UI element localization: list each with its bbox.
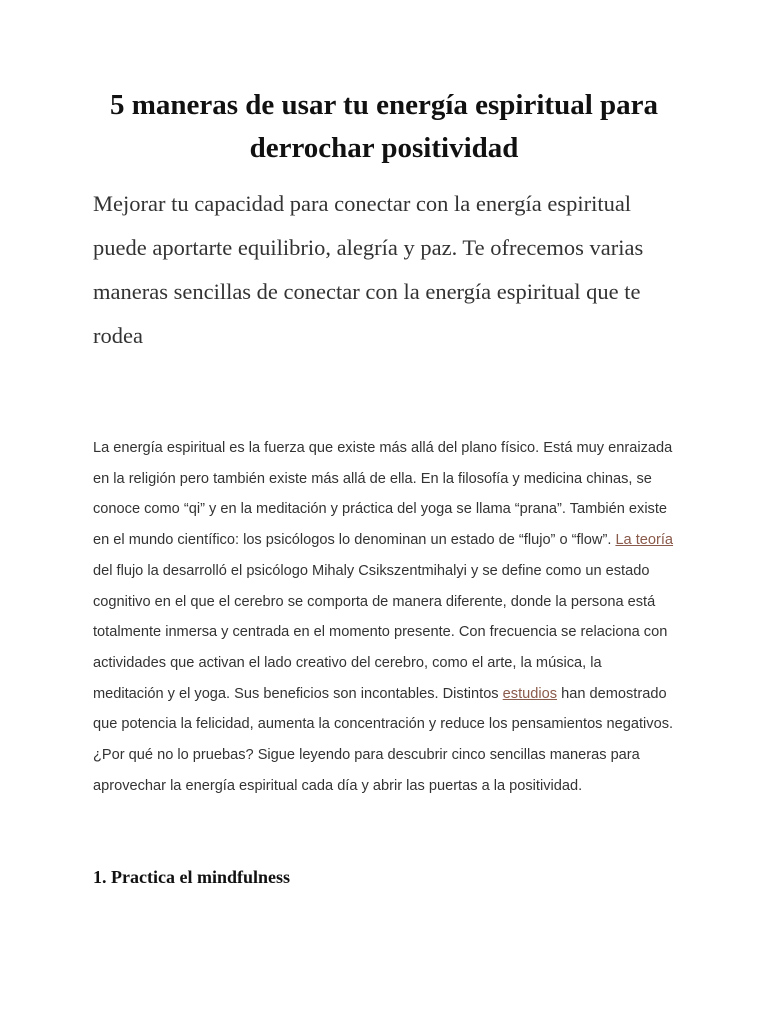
estudios-link[interactable]: estudios	[502, 685, 558, 702]
la-teoria-link[interactable]: La teoría	[615, 532, 674, 549]
body-text-part-2: del flujo la desarrolló el psicólogo Mihaly Csikszentmihalyi y se define como un estado cognitivo en el que el cerebro se comporta de manera diferente, donde la persona está totalmente inmersa y centrada en el momento presente. Con frecuencia se relaciona con actividades que activan el lado creativo del cerebro, como el arte, la música, la meditación y el yoga. Sus beneficios son incontables. Distintos	[93, 562, 668, 702]
section-heading-mindfulness: 1. Practica el mindfulness	[93, 867, 290, 888]
article-lead: Mejorar tu capacidad para conectar con la energía espiritual puede aportarte equilibrio, alegría y paz. Te ofrecemos varias maneras sencillas de conectar con la energía espiritual que te rodea	[93, 191, 644, 348]
body-text-part-3: han demostrado que potencia la felicidad, aumenta la concentración y reduce los pensamientos negativos. ¿Por qué no lo pruebas? Sigue leyendo para descubrir cinco sencillas maneras para aprovechar la energía espiritual cada día y abrir las puertas a la positividad.	[93, 685, 674, 794]
article-title: 5 maneras de usar tu energía espiritual para derrochar positividad	[109, 89, 659, 164]
body-text-part-1: La energía espiritual es la fuerza que existe más allá del plano físico. Está muy enraizada en la religión pero también existe más allá de ella. En la filosofía y medicina chinas, se conoce como “qi” y en la meditación y práctica del yoga se llama “prana”. También existe en el mundo científico: los psicólogos lo denominan un estado de “flujo” o “flow”.	[93, 440, 673, 549]
article-body-paragraph	[93, 433, 675, 801]
